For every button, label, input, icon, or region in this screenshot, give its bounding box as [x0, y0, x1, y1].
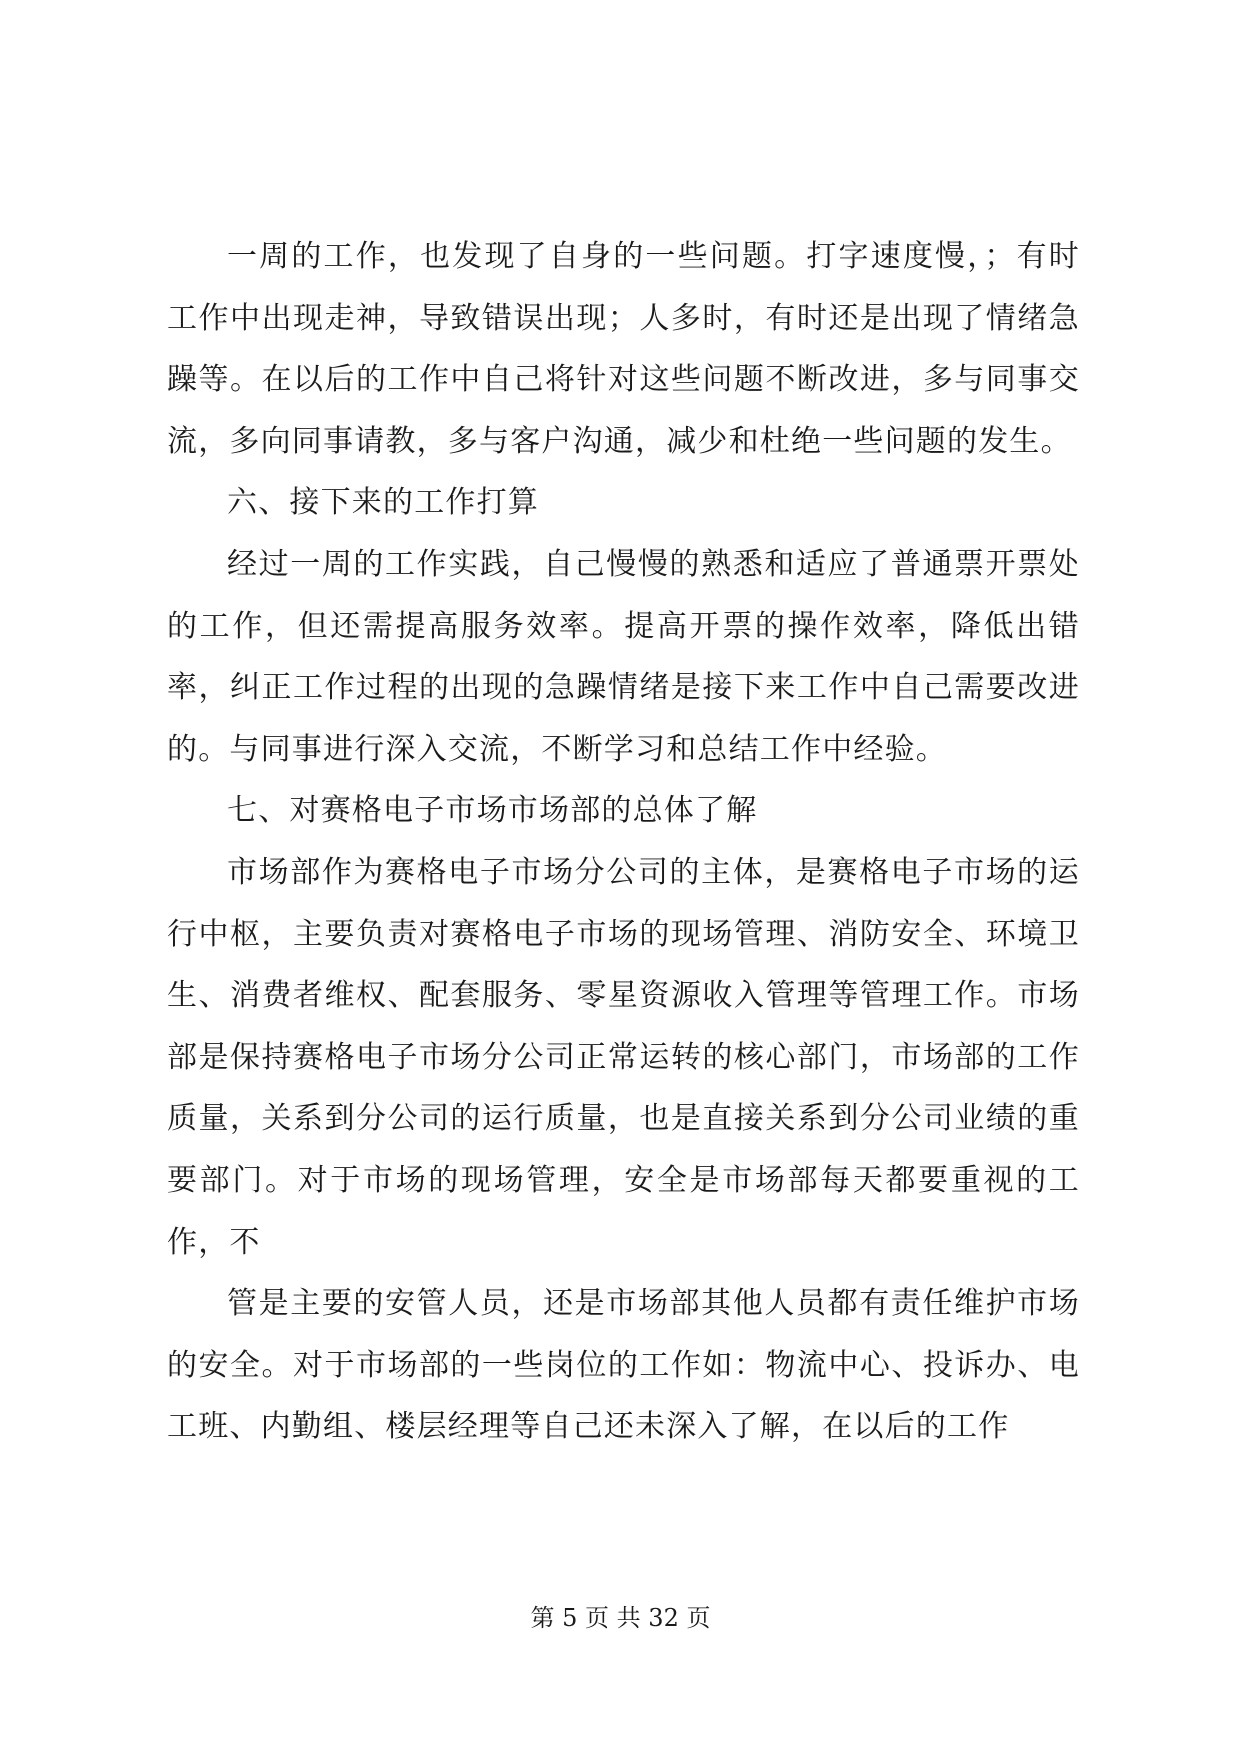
paragraph-market-safety: 管是主要的安管人员，还是市场部其他人员都有责任维护市场的安全。对于市场部的一些岗位的工作如：物流中心、投诉办、电工班、内勤组、楼层经理等自己还未深入了解，在以后的工作: [167, 1286, 1080, 1445]
paragraph-self-reflection: 一周的工作，也发现了自身的一些问题。打字速度慢，；有时工作中出现走神，导致错误出现；人多时，有时还是出现了情绪急躁等。在以后的工作中自己将针对这些问题不断改进，多与同事交流，多向同事请教，多与客户沟通，减少和杜绝一些问题的发生。: [167, 239, 1080, 459]
paragraph-market-dept: 市场部作为赛格电子市场分公司的主体，是赛格电子市场的运行中枢，主要负责对赛格电子市场的现场管理、消防安全、环境卫生、消费者维权、配套服务、零星资源收入管理等管理工作。市场部是保持赛格电子市场分公司正常运转的核心部门，市场部的工作质量，关系到分公司的运行质量，也是直接关系到分公司业绩的重要部门。对于市场的现场管理，安全是市场部每天都要重视的工作，不: [167, 854, 1080, 1260]
section-heading-6: 六、接下来的工作打算: [227, 485, 539, 521]
page-number-footer: 第 5 页 共 32 页: [530, 1604, 711, 1632]
paragraph-work-plan: 经过一周的工作实践，自己慢慢的熟悉和适应了普通票开票处的工作，但还需提高服务效率。提高开票的操作效率，降低出错率，纠正工作过程的出现的急躁情绪是接下来工作中自己需要改进的。与同事进行深入交流，不断学习和总结工作中经验。: [167, 546, 1080, 767]
section-heading-7: 七、对赛格电子市场市场部的总体了解: [227, 793, 758, 829]
document-body: [167, 226, 1080, 1458]
